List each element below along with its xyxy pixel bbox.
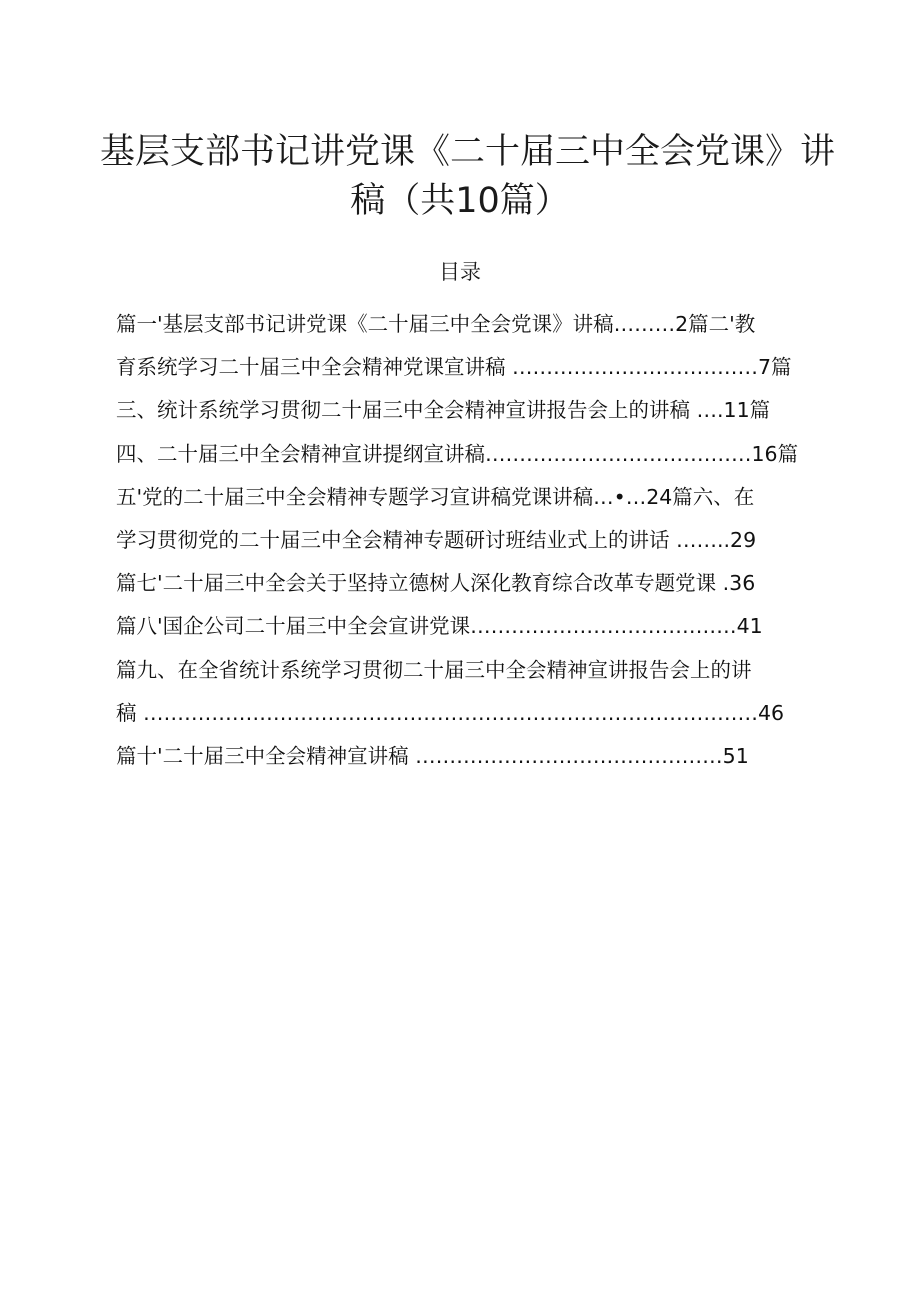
title-line-2: 稿（共10篇） [350,181,570,221]
toc-line[interactable] [116,306,830,349]
toc-line[interactable] [116,738,830,781]
toc-line[interactable] [116,436,830,479]
toc-line[interactable] [116,652,830,695]
toc-line[interactable] [116,695,830,738]
toc-line-text: 育系统学习二十届三中全会精神党课宣讲稿 ………………………………7篇 [116,355,792,380]
toc-line[interactable] [116,608,830,651]
toc-line-text: 篇八'国企公司二十届三中全会宣讲党课…………………………………41 [116,614,763,639]
toc-line[interactable] [116,479,830,522]
toc-line-text: 篇一'基层支部书记讲党课《二十届三中全会党课》讲稿………2篇二'教 [116,312,756,336]
toc-line-text: 学习贯彻党的二十届三中全会精神专题研讨班结业式上的讲话 ……..29 [116,527,757,552]
toc-line[interactable] [116,349,830,392]
toc-line-text: 五'党的二十届三中全会精神专题学习宣讲稿党课讲稿…•…24篇六、在 [116,484,755,509]
document-title [100,128,836,226]
toc-line-text: 稿 ………………………………………………………………………………46 [116,700,785,725]
toc-line[interactable] [116,522,830,565]
toc-line[interactable] [116,392,830,435]
toc-line-text: 四、二十届三中全会精神宣讲提纲宣讲稿…………………………………16篇 [116,441,799,466]
table-of-contents [116,306,830,781]
toc-line-text: 篇十'二十届三中全会精神宣讲稿 ………………………………………51 [116,743,749,768]
toc-line-text: 篇七'二十届三中全会关于坚持立德树人深化教育综合改革专题党课 .36 [116,571,756,596]
toc-line-text: 篇九、在全省统计系统学习贯彻二十届三中全会精神宣讲报告会上的讲 [116,657,752,682]
toc-heading: 目录 [439,260,481,284]
toc-line-text: 三、统计系统学习贯彻二十届三中全会精神宣讲报告会上的讲稿 ….11篇 [116,398,771,423]
toc-line[interactable] [116,565,830,608]
title-line-1: 基层支部书记讲党课《二十届三中全会党课》讲 [100,132,836,172]
